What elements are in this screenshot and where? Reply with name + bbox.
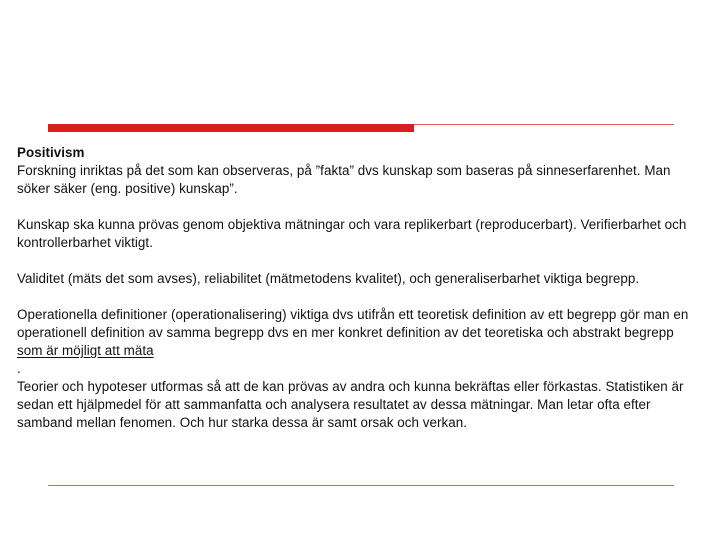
stray-period: . bbox=[17, 361, 21, 376]
slide-body bbox=[17, 144, 697, 432]
paragraph-validity: Validitet (mäts det som avses), reliabilitet (mätmetodens kvalitet), och generaliserbarhet viktiga begrepp. bbox=[17, 271, 640, 286]
paragraph-spacer bbox=[17, 288, 697, 306]
top-divider-line bbox=[414, 124, 674, 125]
paragraph-knowledge: Kunskap ska kunna prövas genom objektiva mätningar och vara replikerbart (reproducerbart). Verifierbarhet och kontrollerbarhet viktigt. bbox=[17, 217, 687, 250]
top-accent-bar bbox=[48, 124, 414, 132]
paragraph-operational bbox=[17, 306, 697, 360]
paragraph-positivism: Forskning inriktas på det som kan observeras, på ”fakta” dvs kunskap som baseras på sinneserfarenhet. Man söker säker (eng. positive) kunskap”. bbox=[17, 163, 671, 196]
bottom-divider-line bbox=[48, 485, 674, 486]
slide-title: Positivism bbox=[17, 145, 85, 160]
paragraph-spacer bbox=[17, 198, 697, 216]
paragraph-spacer bbox=[17, 252, 697, 270]
paragraph-theories: Teorier och hypoteser utformas så att de kan prövas av andra och kunna bekräftas eller förkastas. Statistiken är sedan ett hjälpmedel för att sammanfatta och analysera resultatet av dessa mätningar. Man letar ofta efter samband mellan fenomen. Och hur starka dessa är samt orsak och verkan. bbox=[17, 379, 684, 430]
operational-text: Operationella definitioner (operationalisering) viktiga dvs utifrån ett teoretisk definition av ett begrepp gör man en operationell definition av samma begrepp dvs en mer konkret definition av det teoretiska och abstrakt begrepp bbox=[17, 307, 689, 340]
measurable-underlined-text: som är möjligt att mäta bbox=[17, 343, 154, 358]
